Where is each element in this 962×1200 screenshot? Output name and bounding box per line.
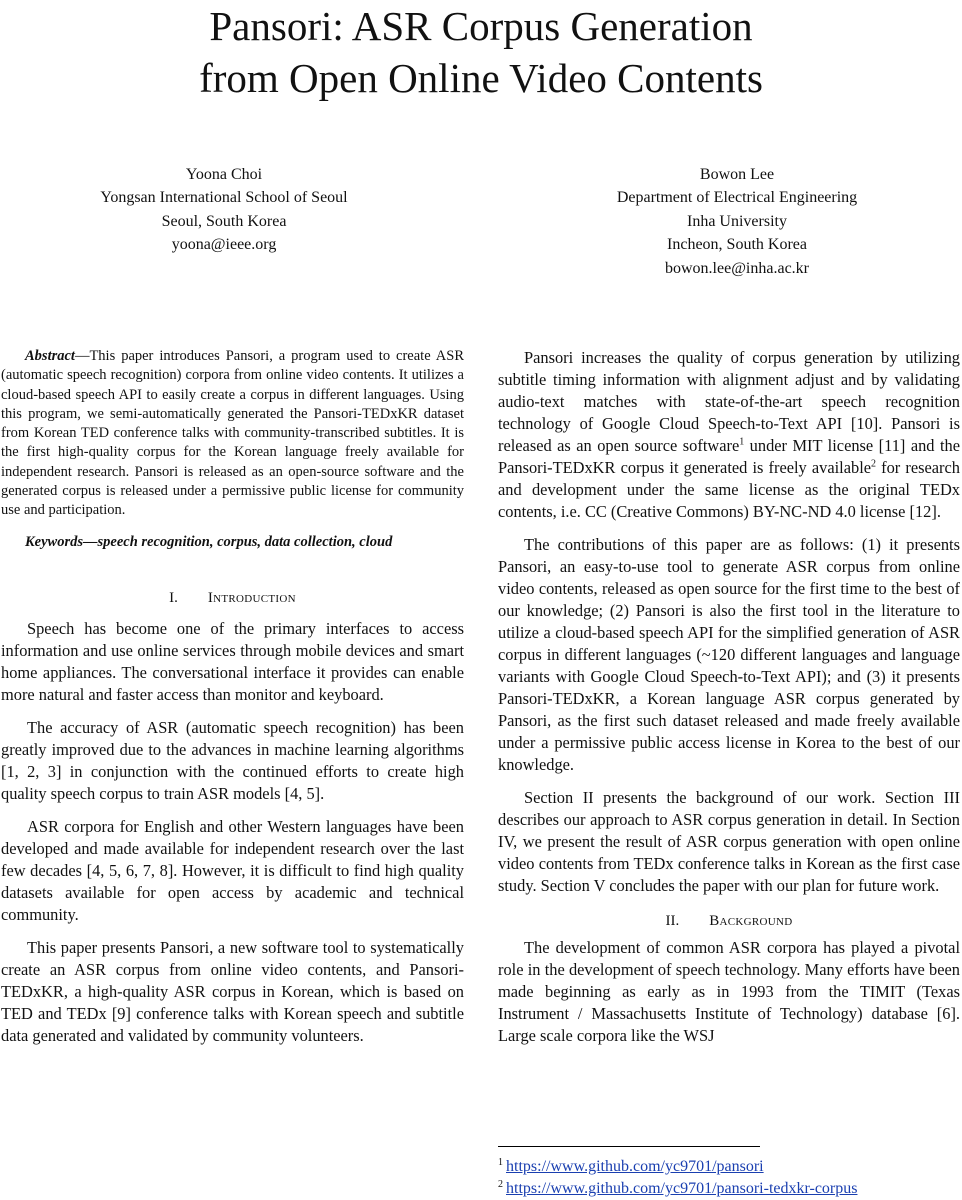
author-affiliation: Department of Electrical Engineering xyxy=(616,189,858,207)
intro-paragraph: This paper presents Pansori, a new software tool to systematically create an ASR corpus from online video contents, and Pansori-TEDxKR, a high-quality ASR corpus in Korean, which is based on TED and TEDx [9] conference talks with Korean speech and subtitle data generated and validated by community volunteers. xyxy=(1,937,464,1045)
paper-title xyxy=(0,0,962,104)
section-heading-introduction xyxy=(1,588,464,608)
author-block-2 xyxy=(594,163,880,280)
footnote-link-1[interactable]: https://www.github.com/yc9701/pansori xyxy=(506,1158,764,1175)
author-email: yoona@ieee.org xyxy=(171,236,277,254)
body-paragraph: Section II presents the background of our work. Section III describes our approach to ASR corpus generation in detail. In Section IV, we present the result of ASR corpus generation with open online video contents from TEDx conference talks in Korean as the first case study. Section V concludes the paper with our plan for future work. xyxy=(498,788,960,895)
keywords xyxy=(1,533,464,552)
author-affiliation: Yongsan International School of Seoul xyxy=(100,189,348,207)
abstract-label: Abstract xyxy=(25,348,75,364)
footnote-ref-1[interactable]: 1 xyxy=(739,436,745,448)
abstract xyxy=(1,347,464,521)
author-email: bowon.lee@inha.ac.kr xyxy=(664,259,809,277)
right-column xyxy=(498,347,960,1058)
footnote-1 xyxy=(498,1157,764,1177)
author-affiliation: Inha University xyxy=(687,212,787,230)
footnote-ref-2[interactable]: 2 xyxy=(871,458,877,470)
section-title: Introduction xyxy=(207,589,296,606)
paragraph-text: Pansori increases the quality of corpus generation by utilizing subtitle timing information with alignment adjust and by validating audio-text matches with state-of-the-art speech recognition technology of Google Cloud Speech-to-Text API [10]. Pansori is released as an open source software xyxy=(498,348,960,455)
body-paragraph xyxy=(498,347,960,523)
paragraph-text: under MIT license [11] and the Pansori-TEDxKR corpus it generated is freely available xyxy=(498,436,960,477)
section-heading-background xyxy=(498,911,960,931)
footnote-mark: 2 xyxy=(498,1178,503,1190)
title-line-2: from Open Online Video Contents xyxy=(199,55,763,101)
abstract-text: This paper introduces Pansori, a program used to create ASR (automatic speech recognition) corpora from online video contents. It utilizes a cloud-based speech API to easily create a corpus in different languages. Using this program, we semi-automatically generated the Pansori-TEDxKR dataset from Korean TED conference talks with community-transcribed subtitles. It is the first high-quality corpus for the Korean language freely available for independent research. Pansori is released as an open-source software and the generated corpus is released under a permissive public license for community use and participation. xyxy=(1,348,464,519)
title-line-1: Pansori: ASR Corpus Generation xyxy=(209,3,753,49)
footnote-link-2[interactable]: https://www.github.com/yc9701/pansori-tedxkr-corpus xyxy=(506,1180,858,1197)
author-affiliation: Seoul, South Korea xyxy=(161,212,287,230)
footnote-mark: 1 xyxy=(498,1156,503,1168)
keywords-text: —speech recognition, corpus, data collection, cloud xyxy=(83,533,393,550)
section-title: Background xyxy=(709,913,793,929)
author-affiliation: Incheon, South Korea xyxy=(667,236,807,254)
keywords-label: Keywords xyxy=(25,533,83,550)
author-block-1 xyxy=(80,163,368,257)
author-name: Yoona Choi xyxy=(185,166,263,183)
section-number: II. xyxy=(665,913,680,929)
author-name: Bowon Lee xyxy=(699,166,775,183)
background-paragraph: The development of common ASR corpora has played a pivotal role in the development of speech technology. Many efforts have been made beginning as early as in 1993 from the TIMIT (Texas Instrument / Massachusetts Institute of Technology) database [6]. Large scale corpora like the WSJ xyxy=(498,938,960,1045)
body-paragraph: The contributions of this paper are as follows: (1) it presents Pansori, an easy-to-use tool to generate ASR corpus from online video contents, released as open source for the first time to the best of our knowledge; (2) Pansori is also the first tool in the literature to utilize a cloud-based speech API for the simplified generation of ASR corpus in different languages (~120 different languages and language variants with Google Cloud Speech-to-Text API); and (3) it presents Pansori-TEDxKR, a Korean language ASR corpus generated by Pansori, as the first such dataset released and made freely available under a permissive public access license in Korea to the best of our knowledge. xyxy=(498,535,960,774)
intro-paragraph: Speech has become one of the primary interfaces to access information and use online services through mobile devices and smart home appliances. The conversational interface it provides can enable more natural and faster access than monitor and keyboard. xyxy=(1,618,464,704)
intro-paragraph: The accuracy of ASR (automatic speech recognition) has been greatly improved due to the advances in machine learning algorithms [1, 2, 3] in conjunction with the continued efforts to create high quality speech corpus to train ASR models [4, 5]. xyxy=(1,717,464,803)
left-column xyxy=(1,347,464,1058)
footnote-2 xyxy=(498,1179,857,1199)
footnote-divider xyxy=(498,1146,760,1147)
section-number: I. xyxy=(169,589,178,606)
abstract-dash: — xyxy=(74,348,90,364)
intro-paragraph: ASR corpora for English and other Western languages have been developed and made available for independent research over the last few decades [4, 5, 6, 7, 8]. However, it is difficult to find high quality datasets available for open access by academic and technical community. xyxy=(1,816,464,924)
paragraph-text: for research and development under the same license as the original TEDx contents, i.e. CC (Creative Commons) BY-NC-ND 4.0 license [12]. xyxy=(498,458,960,521)
